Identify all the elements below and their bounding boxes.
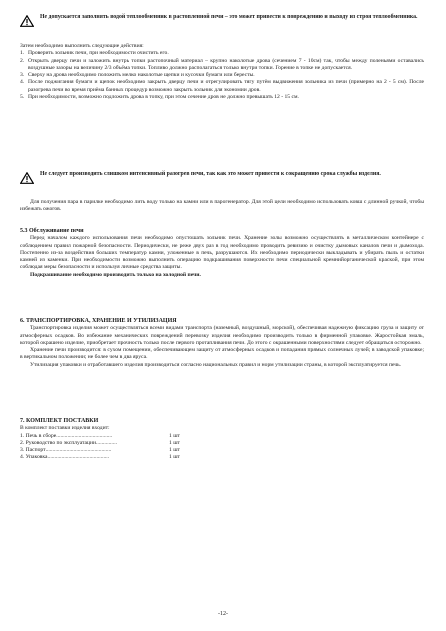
list-item: 4. Упаковка ............................................ 1 шт <box>20 454 180 461</box>
section-6-para1: Транспортировка изделия может осуществляться всеми видами транспорта (наземный, воздушный, морской), обеспечивая надежную фиксацию груза и защиту от атмосферных осадков. Во избежание механических повреждений перевозку изделия необходимо производить только в фирменной упаковке. Жаростойкая эмаль, которой окрашено изделие, приобретает прочность только после первого протапливания печи. До этого с окрашенными поверхностями следует обращаться осторожно. <box>20 325 424 346</box>
section-7-title: 7. КОМПЛЕКТ ПОСТАВКИ <box>20 418 99 424</box>
list-item: 2. Руководство по эксплуатации ............... 1 шт <box>20 439 180 446</box>
list-item: 2. Открыть дверцу печи и заложить внутрь топки растопочный материал – крупно наколотые дрова (сечением 7 - 10см) так, чтобы между поленьями оставались воздушные зазоры на величину 2/3 объёма топки. Топливо должно располагаться только внутри топки. Горение в топке не допускается. <box>20 57 424 71</box>
list-item: 3. Сверху на дрова необходимо положить мелко наколотые щепки и кусочки бумаги или бересты. <box>20 72 255 79</box>
warning-block-top <box>20 14 424 27</box>
section-7 <box>20 418 180 462</box>
warning-block-mid <box>20 171 424 184</box>
section-5-3-para2: Подкрашивание необходимо производить только на холодной печи. <box>30 271 201 278</box>
section-5-3-title: 5.3 Обслуживание печи <box>20 228 84 234</box>
list-item: 5. При необходимости, возможно подложить дрова в топку, при этом сечение дров не должно превышать 12 - 15 см. <box>20 94 299 101</box>
list-item: 1. Печь в сборе ........................................ 1 шт <box>20 432 180 439</box>
section-5-3 <box>20 228 424 279</box>
warning-triangle-icon <box>20 172 34 184</box>
warning-triangle-icon <box>20 15 34 27</box>
steps-list <box>20 50 424 101</box>
warning-text-mid: Не следует производить слишком интенсивный разогрев печи, так как это может привести к сокращению срока службы изделия. <box>40 171 381 177</box>
instructions-block <box>20 43 424 101</box>
warning-text-top: Не допускается заполнять водой теплообменник в растопленной печи – это может привести к повреждению и выходу из строя теплообменника. <box>40 14 418 20</box>
section-6 <box>20 318 424 369</box>
section-6-para2: Хранение печи производится: в сухом помещении, обеспечивающем защиту от атмосферных осадков и попадания прямых солнечных лучей; в заводской упаковке; в вертикальном положении; не более чем в два яруса. <box>20 347 424 361</box>
section-6-title: 6. ТРАНСПОРТИРОВКА, ХРАНЕНИЕ И УТИЛИЗАЦИЯ <box>20 318 177 324</box>
section-5-3-para1: Перед началом каждого использования печи необходимо опустошать зольник печи. Хранение золы возможно осуществлять в металлическом контейнере с соблюдением правил пожарной безопасности. Периодически, не реже двух раз в год необходимо проводить ревизию и очистку дымовых каналов печи и дымохода. Постепенно из-за воздействия больших температур камни, уложенные в печь, разрушаются. Их необходимо периодически выкладывать и убирать пыль и остатки камней из каменки. При необходимости возможно выполнить операцию подкрашивания поверхности печи специальной кремнийорганической краской, при этом соблюдая меры безопасности и используя личные средства защиты. <box>20 235 424 271</box>
section-6-para3: Утилизация упаковки и отработавшего изделия производиться согласно национальных правил и норм утилизации страны, в которой эксплуатируется печь. <box>30 361 402 368</box>
steam-note: Для получения пара в парилке необходимо лить воду только на камни или в парогенератор. Для этой цели необходимо использовать ковш с длинной ручкой, чтобы избежать ожогов. <box>20 199 424 213</box>
instructions-intro: Затем необходимо выполнить следующие действия: <box>20 43 144 49</box>
list-item: 4. После поджигания бумаги и щепок необходимо закрыть дверцу печи и отрегулировать тягу путём выдвижения зольника из печи (примерно на 2 - 5 см). После разогрева печи во время приёма банных процедур возможно закрыть зольник для экономии дров. <box>20 79 424 93</box>
page-number: -12- <box>218 611 228 617</box>
list-item: 1. Проверить зольник печи, при необходимости очистить его. <box>20 50 169 57</box>
section-7-intro: В комплект поставки изделия входит: <box>20 425 110 432</box>
list-item: 3. Паспорт ............................................... 1 шт <box>20 447 180 454</box>
